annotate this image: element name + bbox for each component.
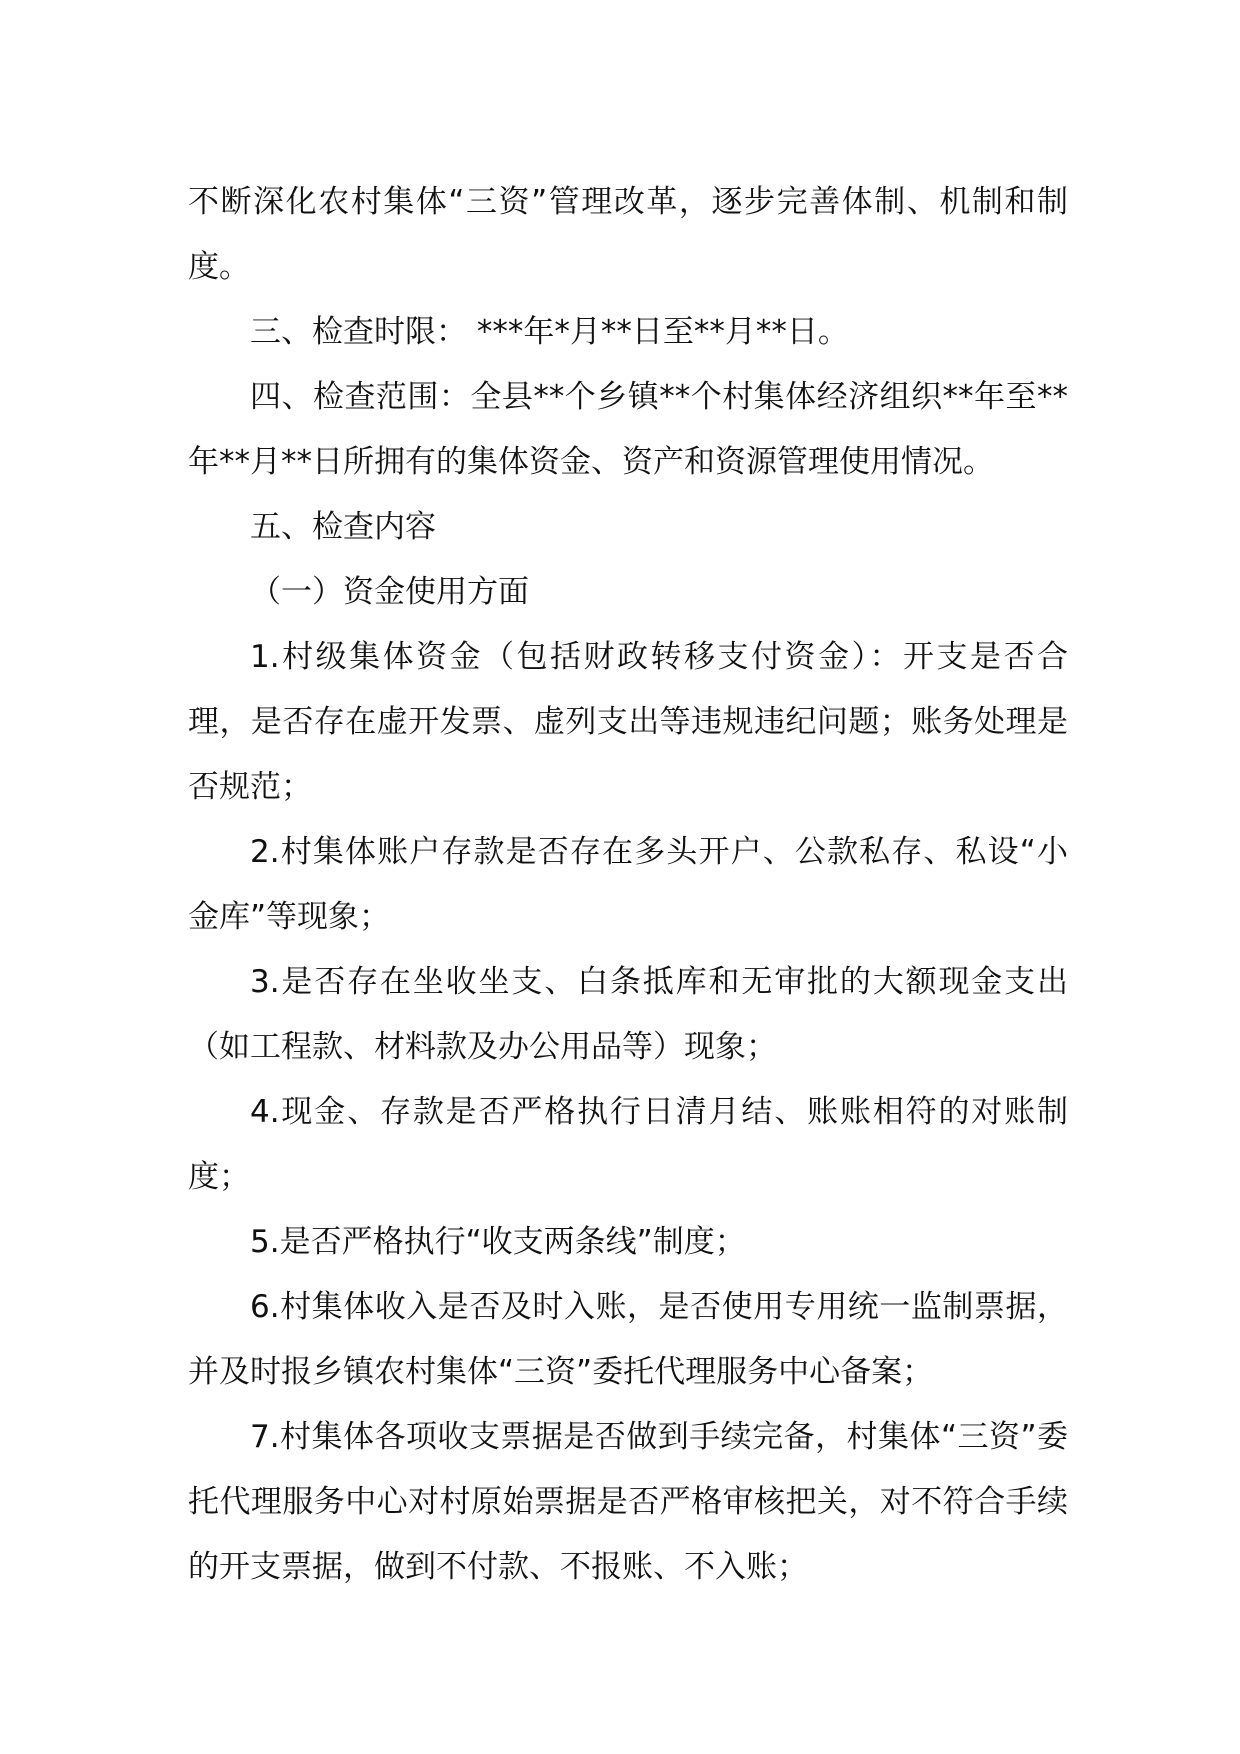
paragraph-inspection-scope: 四、检查范围：全县**个乡镇**个村集体经济组织**年至**年**月**日所拥有的集体资金、资产和资源管理使用情况。 [188,379,1068,480]
subheading-fund-usage: （一）资金使用方面 [250,574,529,610]
list-item-1: 1.村级集体资金（包括财政转移支付资金）：开支是否合理，是否存在虚开发票、虚列支出等违规违纪问题；账务处理是否规范； [188,639,1068,805]
list-item-6: 6.村集体收入是否及时入账，是否使用专用统一监制票据，并及时报乡镇农村集体“三资”委托代理服务中心备案； [188,1289,1068,1390]
list-item-4: 4.现金、存款是否严格执行日清月结、账账相符的对账制度； [188,1094,1068,1195]
paragraph-inspection-period: 三、检查时限： ***年*月**日至**月**日。 [250,314,849,350]
list-item-5: 5.是否严格执行“收支两条线”制度； [250,1224,746,1260]
document-body [188,170,1068,1600]
heading-inspection-content: 五、检查内容 [250,509,436,545]
list-item-2: 2.村集体账户存款是否存在多头开户、公款私存、私设“小金库”等现象； [188,834,1068,935]
list-item-7: 7.村集体各项收支票据是否做到手续完备，村集体“三资”委托代理服务中心对村原始票据是否严格审核把关，对不符合手续的开支票据，做到不付款、不报账、不入账； [188,1419,1068,1585]
list-item-3: 3.是否存在坐收坐支、白条抵库和无审批的大额现金支出（如工程款、材料款及办公用品等）现象； [188,964,1068,1065]
paragraph-continuation: 不断深化农村集体“三资”管理改革，逐步完善体制、机制和制度。 [188,184,1068,285]
